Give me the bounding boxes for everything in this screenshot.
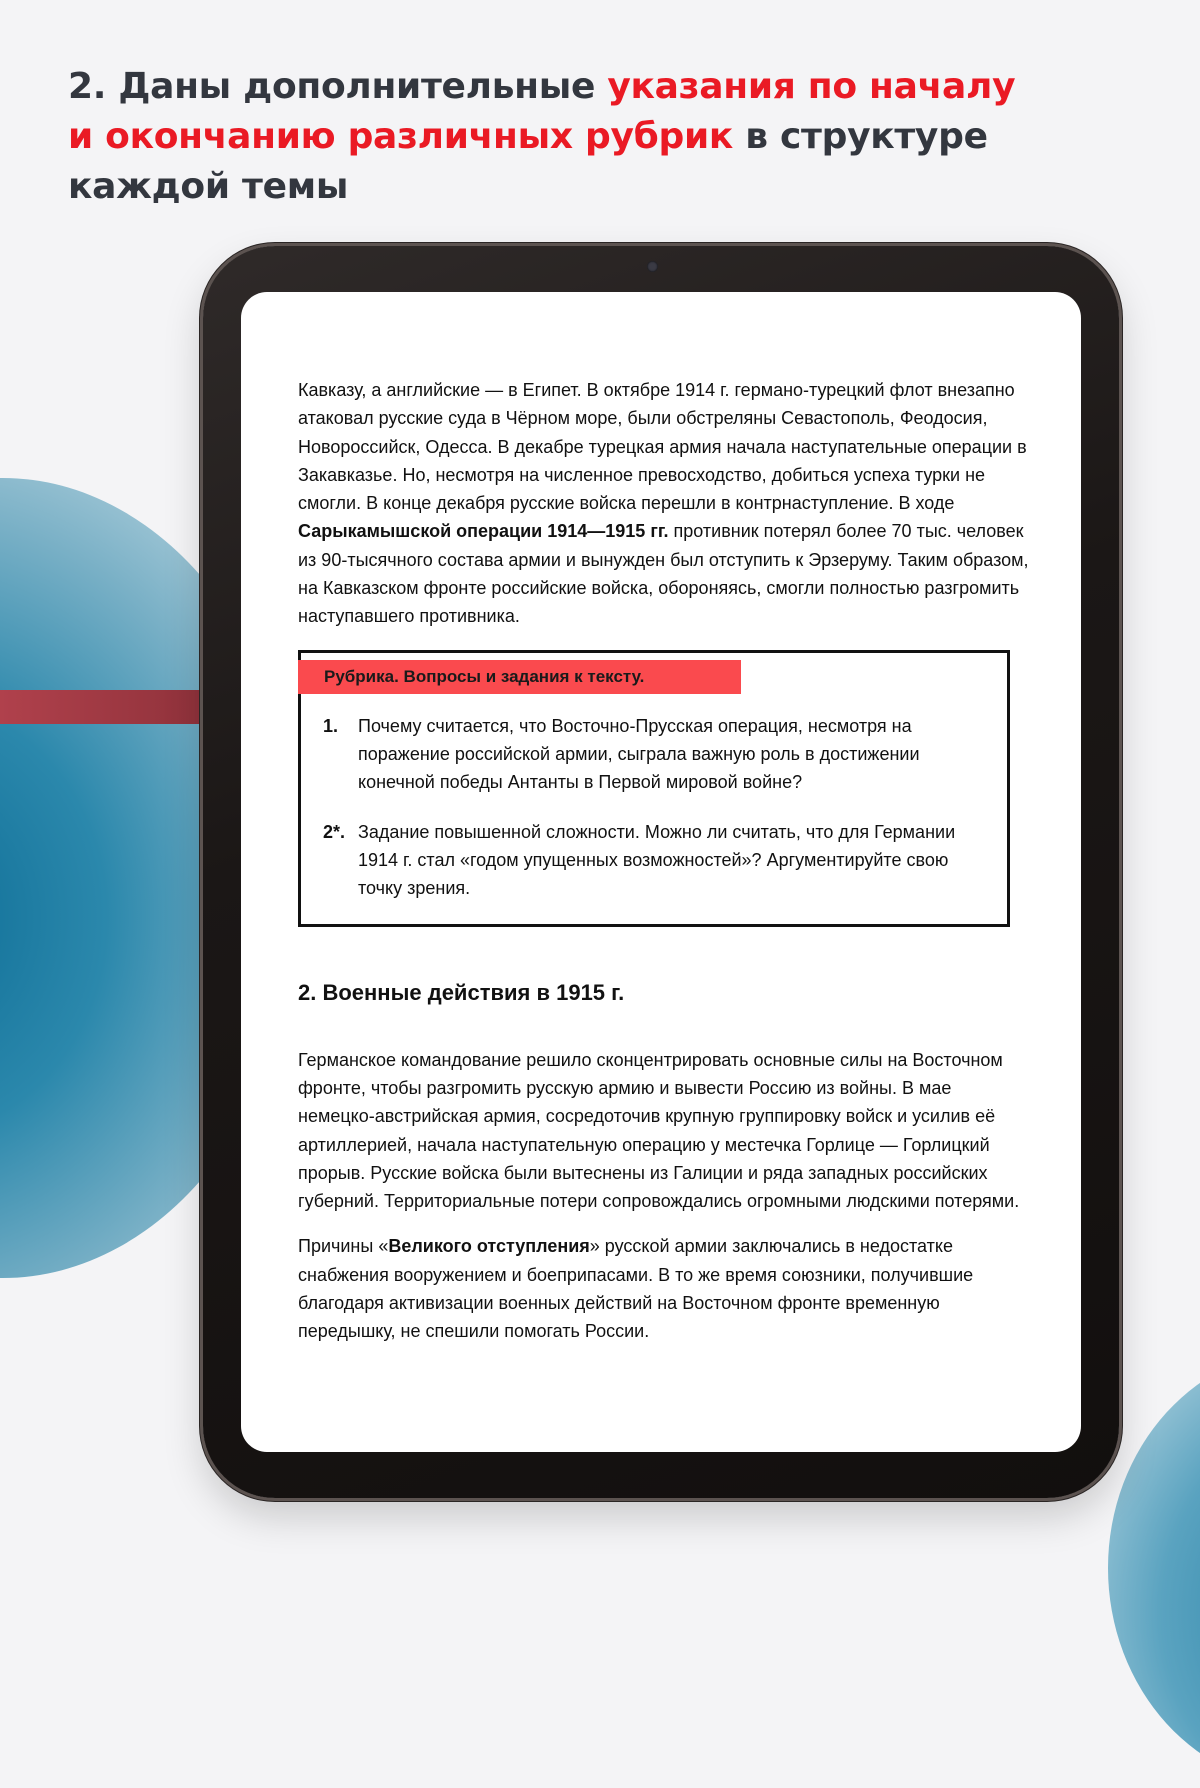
great-retreat-term: Великого отступления: [388, 1236, 590, 1257]
section-title: 2. Военные действия в 1915 г.: [298, 979, 625, 1005]
headline: [68, 62, 1128, 212]
camera-icon: [647, 261, 658, 272]
question-text: Почему считается, что Восточно-Прусская операция, несмотря на поражение российской армии, сыграла важную роль в достижении конечной победы Антанты в Первой мировой войне?: [358, 715, 920, 793]
paragraph-caucasus: [298, 376, 1033, 631]
paragraph-great-retreat: [298, 1232, 1033, 1345]
question-item: [323, 712, 993, 797]
rubric-box: [298, 650, 1010, 927]
headline-part-3: каждой темы: [68, 166, 349, 207]
background-blob-right: [1108, 1348, 1200, 1788]
headline-part-2: в структуре: [733, 116, 988, 157]
sarykamysh-operation-term: Сарыкамышской операции 1914—1915 гг.: [298, 521, 669, 542]
rubric-title: Рубрика. Вопросы и задания к тексту.: [298, 660, 741, 694]
paragraph-great-retreat-text-2: » русской армии заключались в недостатке снабжения вооружением и боеприпасами. В то же время союзники, получившие благодаря активизации военных действий на Восточном фронте временную передышку, не спешили помогать России.: [298, 1236, 974, 1342]
page-content: [298, 376, 1033, 1346]
paragraph-caucasus-text-2: противник потерял более 70 тыс. человек из 90-тысячного состава армии и вынужден был отступить к Эрзеруму. Таким образом, на Кавказском фронте российские войска, обороняясь, смогли полностью разгромить наступавшего противника.: [298, 521, 1029, 627]
headline-accent-2: и окончанию различных рубрик: [68, 116, 734, 157]
tablet-device: [203, 246, 1119, 1498]
tablet-screen[interactable]: [241, 292, 1081, 1452]
headline-part-1: 2. Даны дополнительные: [68, 66, 608, 107]
headline-accent-1: указания по началу: [607, 66, 1016, 107]
question-number: 1.: [323, 715, 339, 736]
question-list: [323, 712, 993, 924]
question-number: 2*.: [323, 821, 346, 842]
paragraph-caucasus-text-1: Кавказу, а английские — в Египет. В октябре 1914 г. германо-турецкий флот внезапно атаковал русские суда в Чёрном море, были обстреляны Севастополь, Феодосия, Новороссийск, Одесса. В декабре турецкая армия начала наступательные операции в Закавказье. Но, несмотря на численное превосходство, добиться успеха турки не смогли. В конце декабря русские войска перешли в контрнаступление. В ходе: [298, 380, 1027, 514]
paragraph-great-retreat-text-1: Причины «: [298, 1236, 389, 1257]
question-item: [323, 818, 993, 903]
paragraph-gorlice: Германское командование решило сконцентрировать основные силы на Восточном фронте, чтобы разгромить русскую армию и вывести Россию из войны. В мае немецко-австрийская армия, сосредоточив крупную группировку войск и усилив её артиллерией, начала наступательную операцию у местечка Горлице — Горлицкий прорыв. Русские войска были вытеснены из Галиции и ряда западных российских губерний. Территориальные потери сопровождались огромными людскими потерями.: [298, 1049, 1020, 1212]
question-text: Задание повышенной сложности. Можно ли считать, что для Германии 1914 г. стал «годом упущенных возможностей»? Аргументируйте свою точку зрения.: [358, 821, 956, 899]
